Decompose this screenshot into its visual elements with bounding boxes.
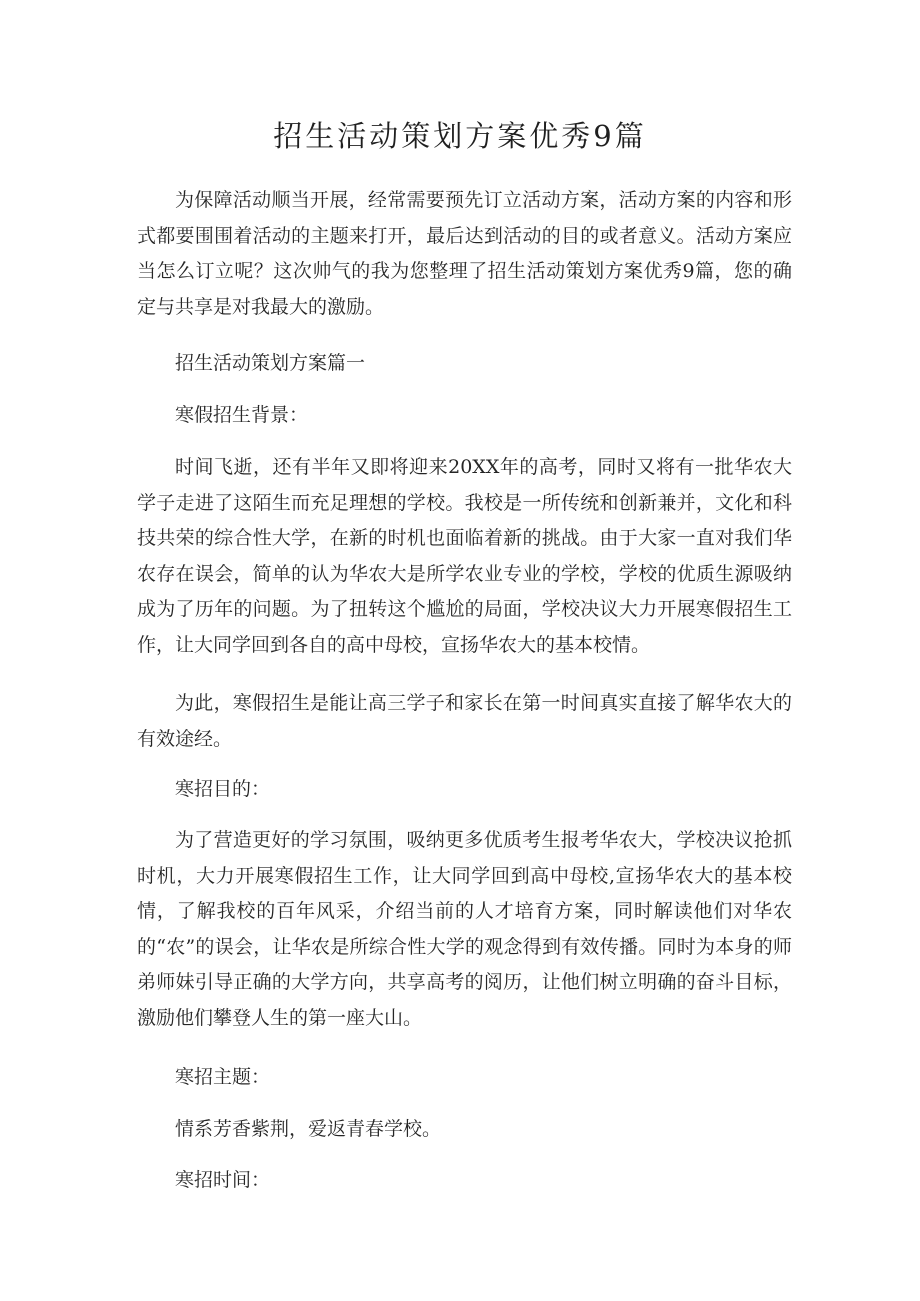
section-title: 招生活动策划方案篇一 bbox=[175, 352, 366, 374]
purpose-paragraph: 为了营造更好的学习氛围，吸纳更多优质考生报考华农大，学校决议抢抓时机，大力开展寒假招生工作，让大同学回到高中母校,宣扬华农大的基本校情，了解我校的百年风采，介绍当前的人才培育方案，同时解读他们对华农的“农”的误会，让华农是所综合性大学的观念得到有效传播。同时为本身的师弟师妹引导正确的大学方向，共享高考的阅历，让他们树立明确的奋斗目标，激励他们攀登人生的第一座大山。 bbox=[137, 829, 792, 1029]
theme-heading: 寒招主题： bbox=[175, 1066, 271, 1088]
time-heading: 寒招时间： bbox=[175, 1169, 271, 1191]
purpose-heading: 寒招目的： bbox=[175, 778, 271, 800]
background-heading: 寒假招生背景： bbox=[175, 404, 309, 426]
intro-paragraph: 为保障活动顺当开展，经常需要预先订立活动方案，活动方案的内容和形式都要围围着活动的主题来打开，最后达到活动的目的或者意义。活动方案应当怎么订立呢？这次帅气的我为您整理了招生活动策划方案优秀9篇，您的确定与共享是对我最大的激励。 bbox=[137, 189, 792, 318]
document-title: 招生活动策划方案优秀9篇 bbox=[273, 119, 647, 153]
therefore-paragraph: 为此，寒假招生是能让高三学子和家长在第一时间真实直接了解华农大的有效途经。 bbox=[137, 692, 792, 750]
theme-paragraph: 情系芳香紫荆，爱返青春学校。 bbox=[175, 1118, 442, 1140]
background-paragraph: 时间飞逝，还有半年又即将迎来20XX年的高考，同时又将有一批华农大学子走进了这陌生而充足理想的学校。我校是一所传统和创新兼并，文化和科技共荣的综合性大学，在新的时机也面临着新的挑战。由于大家一直对我们华农存在误会，简单的认为华农大是所学农业专业的学校，学校的优质生源吸纳成为了历年的问题。为了扭转这个尴尬的局面，学校决议大力开展寒假招生工作，让大同学回到各自的高中母校，宣扬华农大的基本校情。 bbox=[137, 456, 792, 656]
